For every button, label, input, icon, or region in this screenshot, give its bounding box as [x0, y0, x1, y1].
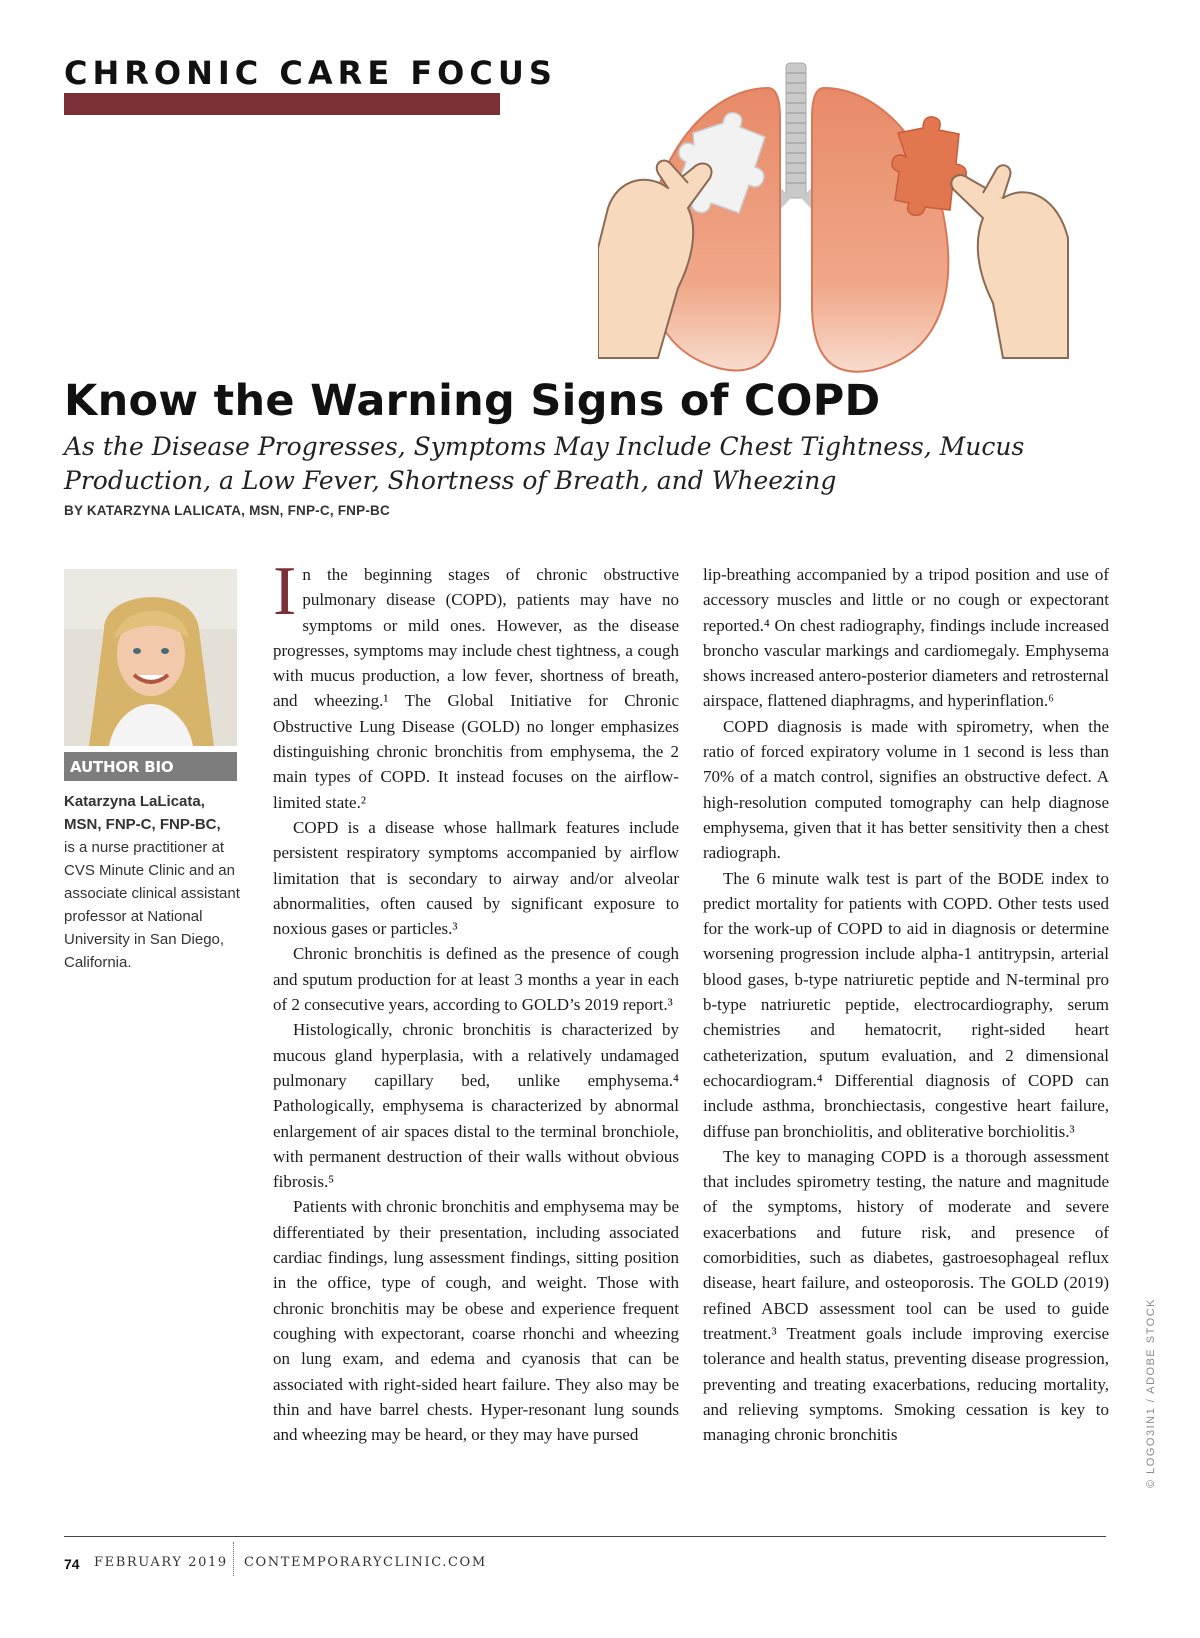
body-column-2 [703, 562, 1109, 1447]
section-label: CHRONIC CARE FOCUS [64, 54, 557, 92]
author-name: Katarzyna LaLicata, MSN, FNP-C, FNP-BC, [64, 793, 221, 833]
section-bar [64, 93, 500, 115]
issue-date: FEBRUARY 2019 [94, 1555, 228, 1570]
body-paragraph: lip-breathing accompanied by a tripod position and use of accessory muscles and little or no cough or expectorant reported.⁴ On chest radiography, findings include increased broncho vascular markings and cardiomegaly. Emphysema shows increased antero-posterior diameters and retrosternal airspace, flattened diaphragms, and hyperinflation.⁶ [703, 565, 1109, 711]
body-column-1 [273, 553, 679, 1447]
body-paragraph: Chronic bronchitis is defined as the presence of cough and sputum production for at least 3 months a year in each of 2 consecutive years, according to GOLD’s 2019 report.³ [273, 944, 679, 1015]
page-number: 74 [64, 1556, 80, 1572]
website-link[interactable]: CONTEMPORARYCLINIC.COM [244, 1555, 487, 1570]
author-description: is a nurse practitioner at CVS Minute Clinic and an associate clinical assistant professor at National University in San Diego, California. [64, 839, 240, 971]
article-subtitle: As the Disease Progresses, Symptoms May Include Chest Tightness, Mucus Production, a Low Fever, Shortness of Breath, and Wheezing [64, 432, 1025, 495]
body-paragraph: Histologically, chronic bronchitis is characterized by mucous gland hyperplasia, with a relatively undamaged pulmonary capillary bed, unlike emphysema.⁴ Pathologically, emphysema is characterized by abnormal enlargement of air spaces distal to the terminal bronchiole, with permanent destruction of their walls without obvious fibrosis.⁵ [273, 1020, 679, 1192]
lungs-puzzle-illustration [598, 58, 1078, 388]
image-credit: © LOGO3IN1 / ADOBE STOCK [1145, 1297, 1157, 1488]
drop-cap: I [273, 553, 297, 630]
body-paragraph: The 6 minute walk test is part of the BODE index to predict mortality for patients with COPD. Other tests used for the work-up of COPD to aid in diagnosis or determine worsening progression include alpha-1 antitrypsin, arterial blood gases, b-type natriuretic peptide and N-terminal pro b-type natriuretic peptide, electrocardiography, serum chemistries and hematocrit, right-sided heart catheterization, sputum evaluation, and 2 dimensional echocardiogram.⁴ Differential diagnosis of COPD can include asthma, bronchiectasis, congestive heart failure, diffuse pan bronchiolitis, and obliterative borchiolitis.³ [703, 868, 1109, 1141]
article-title: Know the Warning Signs of COPD [64, 376, 881, 426]
body-paragraph: COPD is a disease whose hallmark features include persistent respiratory symptoms accompanied by airflow limitation that is secondary to airway and/or alveolar abnormalities, often caused by significant exposure to noxious gases or particles.³ [273, 817, 679, 939]
author-photo [64, 569, 237, 746]
footer-rule [64, 1536, 1106, 1537]
body-paragraph: COPD diagnosis is made with spirometry, when the ratio of forced expiratory volume in 1 second is less than 70% of a match control, signifies an obstructive defect. A high-resolution computed tomography can help diagnose emphysema, given that it has better sensitivity then a chest radiograph. [703, 716, 1109, 863]
body-paragraph: In the beginning stages of chronic obstructive pulmonary disease (COPD), patients may have no symptoms or mild ones. However, as the disease progresses, symptoms may include chest tightness, a cough with mucus production, a low fever, shortness of breath, and wheezing.¹ The Global Initiative for Chronic Obstructive Lung Disease (GOLD) no longer emphasizes distinguishing chronic bronchitis from emphysema, the 2 main types of COPD. It instead focuses on the airflow-limited state.² [273, 553, 679, 812]
footer-separator [233, 1542, 234, 1576]
author-bio-tag: AUTHOR BIO [64, 752, 237, 781]
article-byline: BY KATARZYNA LALICATA, MSN, FNP-C, FNP-BC [64, 503, 390, 518]
body-paragraph: Patients with chronic bronchitis and emphysema may be differentiated by their presentation, including associated cardiac findings, lung assessment findings, sitting position in the office, type of cough, and weight. Those with chronic bronchitis may be obese and experience frequent coughing with expectorant, coarse rhonchi and wheezing on lung exam, and edema and cyanosis that can be associated with right-sided heart failure. They also may be thin and have barrel chests. Hyper-resonant lung sounds and wheezing may be heard, or they may have pursed [273, 1197, 679, 1445]
body-paragraph: The key to managing COPD is a thorough assessment that includes spirometry testing, the nature and magnitude of the symptoms, history of moderate and severe exacerbations and future risk, and presence of comorbidities, such as diabetes, gastroesophageal reflux disease, heart failure, and osteoporosis. The GOLD (2019) refined ABCD assessment tool can be used to guide treatment.³ Treatment goals include improving exercise tolerance and health status, preventing disease progression, preventing and treating exacerbations, reducing mortality, and relieving symptoms. Smoking cessation is key to managing chronic bronchitis [703, 1146, 1109, 1445]
